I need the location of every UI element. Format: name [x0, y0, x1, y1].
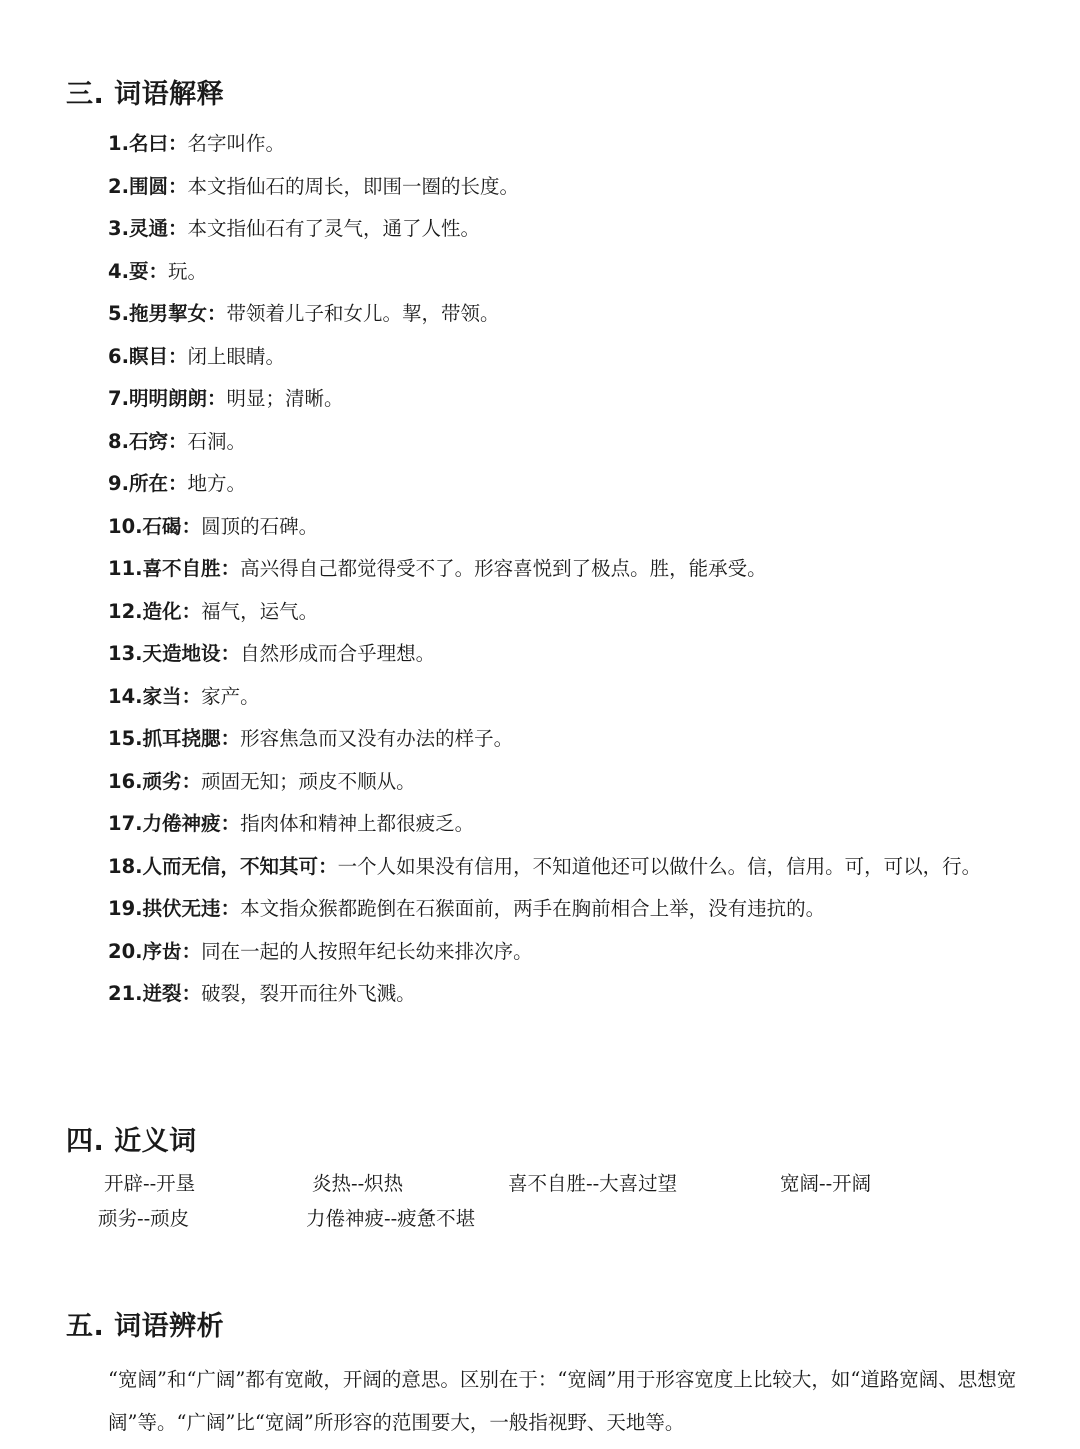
definition-entry: 3.灵通：本文指仙石有了灵气，通了人性。	[108, 217, 481, 240]
entry-definition: 一个人如果没有信用，不知道他还可以做什么。信，信用。可，可以，行。	[337, 854, 982, 878]
entry-term: 围圆	[128, 174, 168, 198]
entry-definition: 高兴得自己都觉得受不了。形容喜悦到了极点。胜，能承受。	[240, 557, 767, 580]
section-4-title: 四. 近义词	[66, 1126, 197, 1157]
entry-number: 21.	[108, 982, 143, 1005]
entry-term: 拱伏无违	[142, 897, 221, 920]
entry-term: 瞑目	[128, 344, 168, 368]
entry-term: 明明朗朗	[128, 387, 207, 410]
entry-definition: 形容焦急而又没有办法的样子。	[240, 727, 514, 750]
entry-number: 14.	[108, 684, 143, 708]
definition-entry: 15.抓耳挠腮：形容焦急而又没有办法的样子。	[108, 727, 514, 750]
synonym-pair: 顽劣--顽皮	[98, 1207, 190, 1230]
entry-term: 名曰	[128, 132, 168, 155]
entry-number: 9.	[108, 472, 129, 495]
definition-entry: 8.石窍：石洞。	[108, 429, 247, 453]
definition-entry: 17.力倦神疲：指肉体和精神上都很疲乏。	[108, 812, 475, 835]
entry-term: 迸裂	[142, 982, 182, 1005]
synonym-pair: 喜不自胜--大喜过望	[508, 1172, 678, 1195]
entry-definition: 指肉体和精神上都很疲乏。	[240, 812, 475, 835]
entry-term: 力倦神疲	[142, 812, 221, 835]
synonym-pair: 力倦神疲--疲惫不堪	[306, 1207, 476, 1230]
entry-term: 石碣	[142, 514, 182, 538]
entry-number: 7.	[108, 387, 129, 410]
definition-entry: 5.拖男挈女：带领着儿子和女儿。挈，带领。	[108, 302, 500, 325]
entry-term: 拖男挈女	[128, 302, 207, 325]
entry-term: 序齿	[142, 939, 182, 963]
entry-definition: 同在一起的人按照年纪长幼来排次序。	[201, 939, 533, 963]
definition-entry: 14.家当：家产。	[108, 684, 260, 708]
entry-number: 18.	[108, 854, 143, 878]
entry-number: 4.	[108, 259, 129, 283]
entry-term: 人而无信，不知其可	[142, 854, 319, 878]
definition-entry: 19.拱伏无违：本文指众猴都跪倒在石猴面前，两手在胸前相合上举，没有违抗的。	[108, 897, 826, 920]
definition-entry: 7.明明朗朗：明显；清晰。	[108, 387, 344, 410]
entry-definition: 闭上眼睛。	[187, 344, 286, 368]
entry-definition: 本文指仙石的周长，即围一圈的长度。	[187, 174, 520, 198]
synonym-pair: 宽阔--开阔	[780, 1172, 872, 1195]
entry-term: 抓耳挠腮	[142, 727, 221, 750]
entry-term: 石窍	[128, 429, 168, 453]
definition-entry: 20.序齿：同在一起的人按照年纪长幼来排次序。	[108, 939, 533, 963]
definition-list	[108, 123, 1028, 1016]
entry-number: 10.	[108, 514, 143, 538]
entry-term: 喜不自胜	[142, 557, 221, 580]
entry-number: 1.	[108, 132, 129, 155]
entry-term: 灵通	[128, 217, 168, 240]
entry-definition: 家产。	[201, 684, 260, 708]
discrimination-paragraph: “宽阔”和“广阔”都有宽敞，开阔的意思。区别在于：“宽阔”用于形容宽度上比较大，如“道路宽阔、思想宽阔”等。“广阔”比“宽阔”所形容的范围要大，一般指视野、天地等。	[108, 1368, 1017, 1434]
entry-definition: 本文指仙石有了灵气，通了人性。	[187, 217, 481, 240]
entry-term: 天造地设	[142, 642, 221, 665]
entry-number: 6.	[108, 344, 129, 368]
definition-entry: 12.造化：福气，运气。	[108, 599, 319, 623]
definition-entry: 18.人而无信，不知其可：一个人如果没有信用，不知道他还可以做什么。信，信用。可，可以，行。	[108, 854, 982, 878]
entry-term: 顽劣	[142, 769, 182, 793]
definition-entry: 6.瞑目：闭上眼睛。	[108, 344, 286, 368]
synonym-pair: 炎热--炽热	[312, 1172, 404, 1195]
entry-term: 耍	[128, 259, 149, 283]
entry-number: 19.	[108, 897, 143, 920]
entry-definition: 玩。	[168, 259, 208, 283]
entry-term: 造化	[142, 599, 182, 623]
entry-number: 17.	[108, 812, 143, 835]
entry-number: 5.	[108, 302, 129, 325]
entry-term: 家当	[142, 684, 182, 708]
entry-definition: 带领着儿子和女儿。挈，带领。	[226, 302, 500, 325]
synonym-pair: 开辟--开垦	[104, 1172, 196, 1195]
entry-number: 15.	[108, 727, 143, 750]
definition-entry: 1.名曰：名字叫作。	[108, 132, 286, 155]
entry-number: 13.	[108, 642, 143, 665]
entry-definition: 福气，运气。	[201, 599, 319, 623]
definition-entry: 13.天造地设：自然形成而合乎理想。	[108, 642, 436, 665]
definition-entry: 16.顽劣：顽固无知；顽皮不顺从。	[108, 769, 416, 793]
entry-definition: 明显；清晰。	[226, 387, 344, 410]
definition-entry: 2.围圆：本文指仙石的周长，即围一圈的长度。	[108, 174, 520, 198]
entry-definition: 破裂，裂开而往外飞溅。	[201, 982, 416, 1005]
definition-entry: 21.迸裂：破裂，裂开而往外飞溅。	[108, 982, 416, 1005]
entry-number: 11.	[108, 557, 143, 580]
entry-term: 所在	[128, 472, 168, 495]
definition-entry: 11.喜不自胜：高兴得自己都觉得受不了。形容喜悦到了极点。胜，能承受。	[108, 557, 767, 580]
entry-definition: 自然形成而合乎理想。	[240, 642, 436, 665]
definition-entry: 9.所在：地方。	[108, 472, 247, 495]
entry-number: 20.	[108, 939, 143, 963]
entry-definition: 圆顶的石碑。	[201, 514, 319, 538]
entry-definition: 地方。	[187, 472, 247, 495]
entry-number: 12.	[108, 599, 143, 623]
entry-number: 8.	[108, 429, 129, 453]
entry-definition: 名字叫作。	[187, 132, 286, 155]
entry-number: 3.	[108, 217, 129, 240]
definition-entry: 10.石碣：圆顶的石碑。	[108, 514, 319, 538]
entry-definition: 本文指众猴都跪倒在石猴面前，两手在胸前相合上举，没有违抗的。	[240, 897, 826, 920]
section-3-title: 三. 词语解释	[66, 79, 225, 110]
entry-definition: 顽固无知；顽皮不顺从。	[201, 769, 416, 793]
entry-definition: 石洞。	[187, 429, 247, 453]
definition-entry: 4.耍：玩。	[108, 259, 208, 283]
section-5-title: 五. 词语辨析	[66, 1311, 225, 1342]
entry-number: 16.	[108, 769, 143, 793]
entry-number: 2.	[108, 174, 129, 198]
